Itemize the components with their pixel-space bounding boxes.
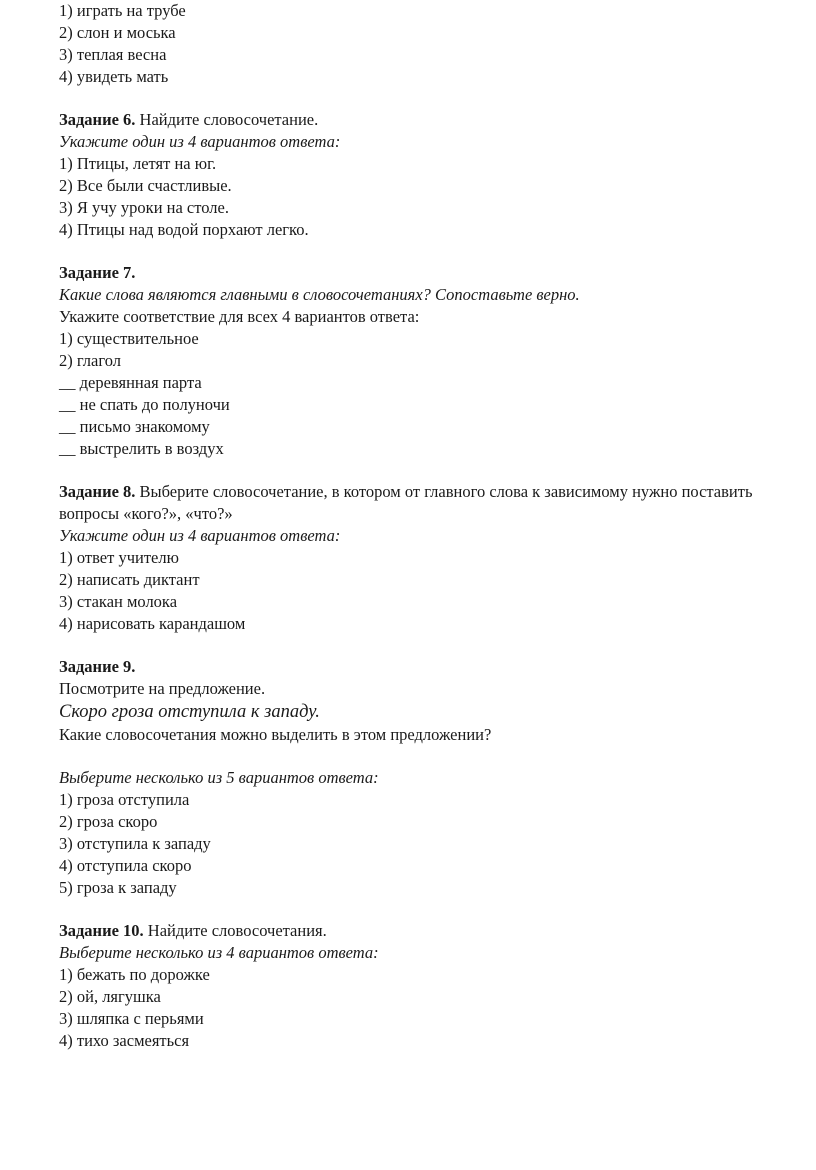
task-label: Задание 8. xyxy=(59,482,136,501)
task-9 xyxy=(59,656,799,899)
task-instruction: Укажите один из 4 вариантов ответа: xyxy=(59,526,341,545)
match-item: __ деревянная парта xyxy=(59,373,202,392)
option-item: 2) гроза скоро xyxy=(59,812,158,831)
option-item: 3) отступила к западу xyxy=(59,834,211,853)
task-8 xyxy=(59,481,799,635)
option-item: 2) ой, лягушка xyxy=(59,987,161,1006)
task-instruction: Выберите несколько из 4 вариантов ответа: xyxy=(59,943,379,962)
document-page xyxy=(59,0,799,1052)
task-label: Задание 9. xyxy=(59,657,136,676)
option-item: 4) тихо засмеяться xyxy=(59,1031,190,1050)
option-item: 4) отступила скоро xyxy=(59,856,192,875)
option-item: 2) слон и моська xyxy=(59,23,176,42)
category-item: 1) существительное xyxy=(59,329,199,348)
option-item: 3) теплая весна xyxy=(59,45,167,64)
option-item: 4) увидеть мать xyxy=(59,67,169,86)
option-item: 1) играть на трубе xyxy=(59,1,186,20)
option-item: 2) Все были счастливые. xyxy=(59,176,232,195)
task-prompt: Посмотрите на предложение. xyxy=(59,679,266,698)
option-item: 1) бежать по дорожке xyxy=(59,965,210,984)
task-instruction: Укажите один из 4 вариантов ответа: xyxy=(59,132,341,151)
match-item: __ выстрелить в воздух xyxy=(59,439,224,458)
task-question: Какие словосочетания можно выделить в этом предложении? xyxy=(59,725,492,744)
option-item: 2) написать диктант xyxy=(59,570,200,589)
option-item: 1) Птицы, летят на юг. xyxy=(59,154,217,173)
option-item: 5) гроза к западу xyxy=(59,878,177,897)
option-item: 4) нарисовать карандашом xyxy=(59,614,246,633)
previous-task-options xyxy=(59,0,799,88)
task-6 xyxy=(59,109,799,241)
task-label: Задание 7. xyxy=(59,263,136,282)
task-6-heading xyxy=(59,109,799,131)
option-item: 3) шляпка с перьями xyxy=(59,1009,204,1028)
task-10-heading xyxy=(59,920,799,942)
task-label: Задание 10. xyxy=(59,921,144,940)
task-question: Какие слова являются главными в словосочетаниях? Сопоставьте верно. xyxy=(59,285,580,304)
task-7 xyxy=(59,262,799,460)
option-item: 3) стакан молока xyxy=(59,592,178,611)
task-label: Задание 6. xyxy=(59,110,136,129)
match-item: __ письмо знакомому xyxy=(59,417,210,436)
task-instruction: Выберите несколько из 5 вариантов ответа: xyxy=(59,768,379,787)
task-10 xyxy=(59,920,799,1052)
task-text: Выберите словосочетание, в котором от главного слова к зависимому нужно поставить вопросы «кого?», «что?» xyxy=(59,482,753,523)
task-text: Найдите словосочетание. xyxy=(135,110,319,129)
option-item: 1) гроза отступила xyxy=(59,790,190,809)
task-instruction: Укажите соответствие для всех 4 вариантов ответа: xyxy=(59,307,420,326)
option-item: 3) Я учу уроки на столе. xyxy=(59,198,229,217)
example-sentence: Скоро гроза отступила к западу. xyxy=(59,702,320,722)
match-item: __ не спать до полуночи xyxy=(59,395,230,414)
task-8-heading xyxy=(59,481,794,525)
option-item: 4) Птицы над водой порхают легко. xyxy=(59,220,309,239)
task-text: Найдите словосочетания. xyxy=(143,921,327,940)
option-item: 1) ответ учителю xyxy=(59,548,179,567)
category-item: 2) глагол xyxy=(59,351,121,370)
